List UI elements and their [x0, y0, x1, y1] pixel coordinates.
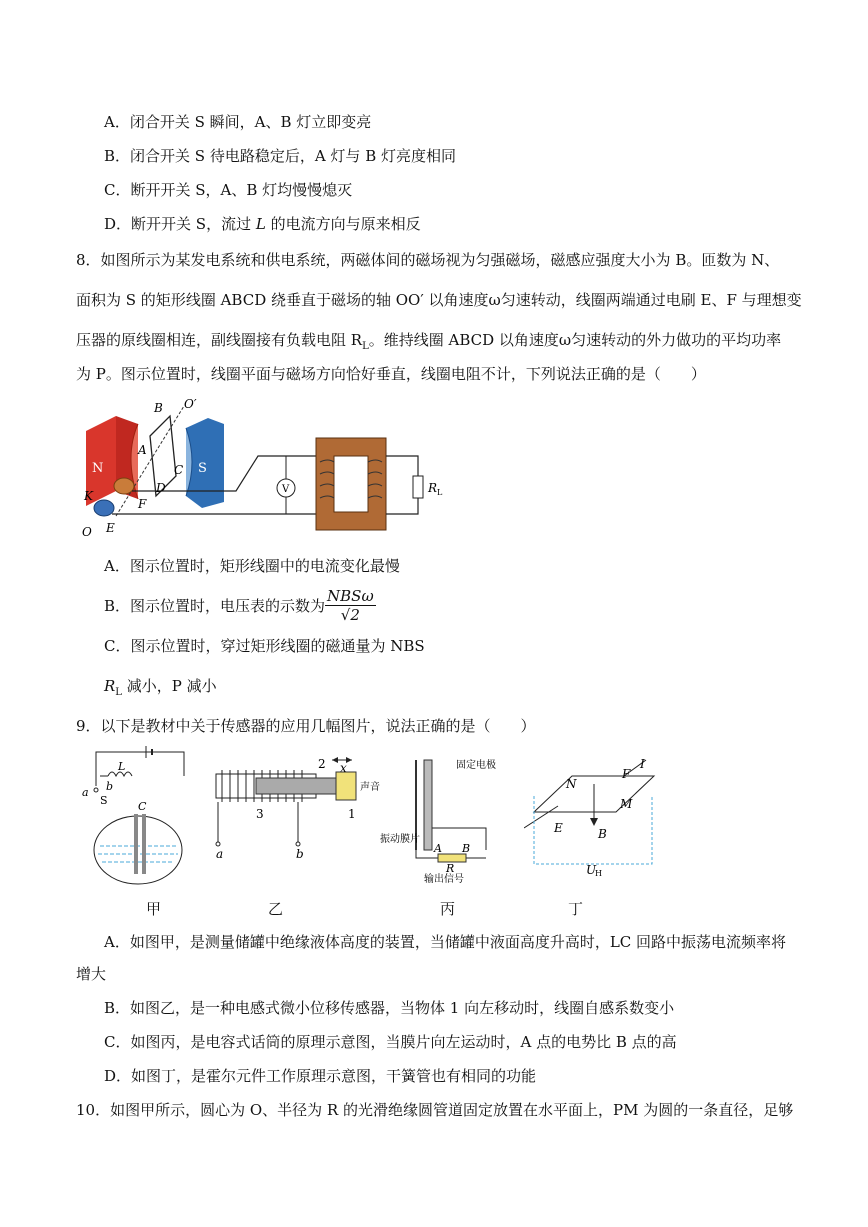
- load-resistor: [413, 476, 423, 498]
- ding-field-arrow: [590, 818, 598, 826]
- caption-yi: 乙: [268, 900, 284, 918]
- q8-option-d-sub: L: [115, 687, 122, 698]
- bing-label-output: 输出信号: [424, 874, 464, 884]
- yi-iron-core: [256, 778, 336, 794]
- label-o: O: [82, 525, 92, 539]
- jia-label-c: C: [138, 800, 147, 813]
- yi-label-1: 1: [348, 807, 356, 821]
- label-e: E: [106, 521, 115, 535]
- caption-jia: 甲: [146, 900, 162, 918]
- q8-option-b: [104, 586, 376, 626]
- ding-label-u-sub: H: [595, 869, 602, 876]
- figure-yi-displacement-sensor: [212, 754, 387, 864]
- q8-line-3-post: 。维持线圈 ABCD 以角速度ω匀速转动的外力做功的平均功率: [368, 331, 782, 349]
- yi-label-b: b: [296, 847, 304, 861]
- bing-label-membrane: 振动膜片: [380, 834, 420, 845]
- bing-resistor: [438, 854, 466, 862]
- q8-option-d: [104, 676, 217, 703]
- q8-line-3: [76, 330, 781, 357]
- generator-transformer-figure: [76, 396, 456, 546]
- transformer-window: [334, 456, 368, 512]
- yi-label-2: 2: [318, 757, 326, 771]
- q10-line-1: 10．如图甲所示，圆心为 O、半径为 R 的光滑绝缘圆管道固定放置在水平面上，PM 为圆的一条直径，足够: [76, 1101, 794, 1119]
- figure-jia-lc-tank: [80, 746, 200, 886]
- bing-label-r: R: [446, 862, 455, 875]
- q7-option-b: B．闭合开关 S 待电路稳定后，A 灯与 B 灯亮度相同: [104, 147, 456, 165]
- jia-label-l: L: [118, 760, 126, 773]
- q8-line-4: 为 P。图示位置时，线圈平面与磁场方向恰好垂直，线圈电阻不计，下列说法正确的是（ ）: [76, 365, 706, 383]
- label-v: V: [282, 484, 290, 495]
- q7-option-d-var: L: [255, 215, 266, 233]
- yi-label-sound: 声音: [360, 782, 380, 793]
- figure-ding-hall-element: [524, 756, 664, 876]
- ding-label-u: U: [586, 863, 597, 876]
- q8-line-3-sub: L: [362, 341, 369, 352]
- fraction-numerator: NBSω: [327, 587, 374, 605]
- jia-switch: [94, 788, 98, 792]
- q7-option-d-pre: D．断开开关 S，流过: [104, 215, 256, 233]
- yi-label-3: 3: [256, 807, 264, 821]
- yi-arrow-right: [346, 757, 352, 763]
- q9-option-c: C．如图丙，是电容式话筒的原理示意图，当膜片向左运动时，A 点的电势比 B 点的高: [104, 1033, 677, 1051]
- caption-ding: 丁: [568, 900, 584, 918]
- jia-label-a: a: [82, 786, 89, 799]
- ding-label-n: N: [566, 777, 577, 791]
- jia-label-s: S: [100, 794, 108, 807]
- q9-option-d: D．如图丁，是霍尔元件工作原理示意图，干簧管也有相同的功能: [104, 1067, 537, 1085]
- q7-option-c: C．断开开关 S，A、B 灯均慢慢熄灭: [104, 181, 353, 199]
- q7-option-d: [104, 214, 421, 234]
- figure-bing-microphone: [380, 754, 510, 884]
- label-a: A: [138, 443, 147, 457]
- label-o-prime: O′: [184, 397, 197, 411]
- q8-option-d-post: 减小，P 减小: [121, 677, 217, 695]
- label-r-sub: L: [437, 488, 443, 497]
- ding-label-b: B: [598, 827, 607, 841]
- fraction-denominator: √2: [340, 606, 360, 624]
- label-s: S: [198, 461, 207, 476]
- label-b: B: [154, 401, 163, 415]
- q9-option-a-line-2: 增大: [76, 965, 107, 983]
- bing-label-fixed: 固定电极: [456, 760, 496, 771]
- q8-option-d-r: R: [104, 677, 116, 695]
- ding-label-e: E: [554, 821, 563, 835]
- yi-terminal-a: [216, 842, 220, 846]
- yi-label-x: x: [340, 761, 347, 775]
- jia-electrode-2: [142, 814, 146, 874]
- slip-ring-e: [94, 500, 114, 516]
- bing-fixed-electrode: [424, 760, 432, 850]
- q8-option-b-fraction: [325, 588, 376, 624]
- yi-arrow-left: [332, 757, 338, 763]
- q8-line-3-pre: 压器的原线圈相连，副线圈接有负载电阻 R: [76, 331, 363, 349]
- q7-option-d-post: 的电流方向与原来相反: [265, 215, 421, 233]
- q8-option-a: A．图示位置时，矩形线圈中的电流变化最慢: [104, 557, 400, 575]
- q8-line-2: 面积为 S 的矩形线圈 ABCD 绕垂直于磁场的轴 OO′ 以角速度ω匀速转动，线圈两端通过电刷 E、F 与理想变: [76, 291, 802, 309]
- slip-ring-f: [114, 478, 134, 494]
- bing-label-a: A: [434, 842, 442, 855]
- yi-terminal-b: [296, 842, 300, 846]
- label-c: C: [174, 463, 184, 477]
- ding-label-m: M: [620, 797, 633, 811]
- q9-option-a-line-1: A．如图甲，是测量储罐中绝缘液体高度的装置，当储罐中液面高度升高时，LC 回路中振荡电流频率将: [104, 933, 787, 951]
- label-n: N: [92, 461, 104, 476]
- yi-label-a: a: [216, 847, 224, 861]
- q8-line-1: 8．如图所示为某发电系统和供电系统，两磁体间的磁场视为匀强磁场，磁感应强度大小为 B。匝数为 N、: [76, 251, 780, 269]
- label-r: R: [428, 481, 438, 495]
- label-f: F: [138, 497, 147, 511]
- jia-label-b: b: [106, 780, 114, 793]
- q9-stem: 9．以下是教材中关于传感器的应用几幅图片，说法正确的是（ ）: [76, 717, 536, 735]
- caption-bing: 丙: [440, 900, 456, 918]
- label-d: D: [156, 481, 166, 495]
- q9-option-b: B．如图乙，是一种电感式微小位移传感器，当物体 1 向左移动时，线圈自感系数变小: [104, 999, 675, 1017]
- label-k: K: [84, 489, 93, 503]
- q7-option-a: A．闭合开关 S 瞬间，A、B 灯立即变亮: [104, 113, 372, 131]
- bing-label-b: B: [462, 842, 471, 855]
- ding-label-f: F: [622, 767, 631, 781]
- q8-option-b-pre: B．图示位置时，电压表的示数为: [104, 597, 326, 615]
- jia-electrode-1: [134, 814, 138, 874]
- q8-option-c: C．图示位置时，穿过矩形线圈的磁通量为 NBS: [104, 637, 425, 655]
- ding-label-i: I: [640, 757, 645, 771]
- yi-object: [336, 772, 356, 800]
